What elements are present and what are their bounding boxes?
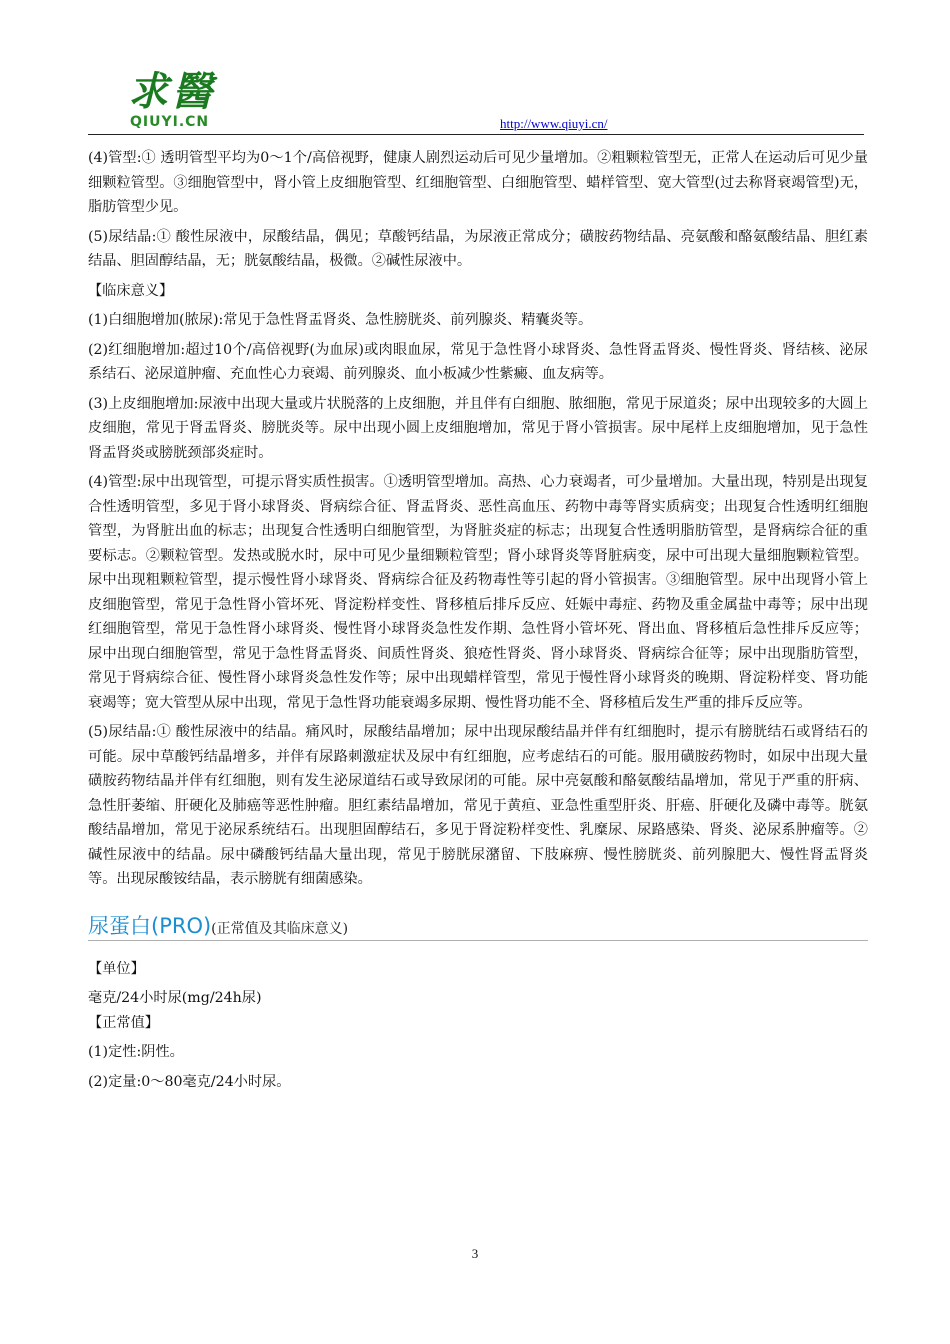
- page-header: [88, 58, 864, 135]
- section-title-main: 尿蛋白(PRO): [88, 913, 212, 938]
- page-number: 3: [471, 1246, 479, 1261]
- clinical-heading: 【临床意义】: [88, 282, 174, 299]
- clinical-paragraph: (2)红细胞增加:超过10个/高倍视野(为血尿)或肉眼血尿，常见于急性肾小球肾炎、急性肾盂肾炎、慢性肾炎、肾结核、泌尿系结石、泌尿道肿瘤、充血性心力衰竭、前列腺炎、血小板减少性紫癜、血友病等。: [88, 341, 868, 382]
- clinical-paragraph: (3)上皮细胞增加:尿液中出现大量或片状脱落的上皮细胞，并且伴有白细胞、脓细胞，常见于尿道炎；尿中出现较多的大圆上皮细胞，常见于肾盂肾炎、膀胱炎等。尿中出现小圆上皮细胞增加，常见于肾小管损害。尿中尾样上皮细胞增加，见于急性肾盂肾炎或膀胱颈部炎症时。: [88, 395, 868, 461]
- logo-english-text: QIUYI.CN: [130, 114, 210, 130]
- normal-heading: 【正常值】: [88, 1014, 159, 1031]
- section-title: [88, 910, 868, 941]
- normal-item: (2)定量:0～80毫克/24小时尿。: [88, 1073, 291, 1090]
- normal-item: (1)定性:阴性。: [88, 1044, 184, 1060]
- section-title-sub: (正常值及其临床意义): [211, 920, 349, 937]
- header-url-link[interactable]: http://www.qiuyi.cn/: [500, 116, 608, 131]
- page-content: [88, 146, 868, 1099]
- paragraph-casts-normal: (4)管型:① 透明管型平均为0～1个/高倍视野，健康人剧烈运动后可见少量增加。②粗颗粒管型无，正常人在运动后可见少量细颗粒管型。③细胞管型中，肾小管上皮细胞管型、红细胞管型、白细胞管型、蜡样管型、宽大管型(过去称肾衰竭管型)无，脂肪管型少见。: [88, 150, 868, 215]
- qiuyi-logo: [128, 70, 238, 130]
- clinical-paragraph: (5)尿结晶:① 酸性尿液中的结晶。痛风时，尿酸结晶增加；尿中出现尿酸结晶并伴有红细胞时，提示有膀胱结石或肾结石的可能。尿中草酸钙结晶增多，并伴有尿路刺激症状及尿中有红细胞，应考虑结石的可能。服用磺胺药物时，如尿中出现大量磺胺药物结晶并伴有红细胞，则有发生泌尿道结石或导致尿闭的可能。尿中亮氨酸和酪氨酸结晶增加，常见于严重的肝病、急性肝萎缩、肝硬化及肺癌等恶性肿瘤。胆红素结晶增加，常见于黄疸、亚急性重型肝炎、肝癌、肝硬化及磷中毒等。胱氨酸结晶增加，常见于泌尿系统结石。出现胆固醇结石，多见于肾淀粉样变性、乳糜尿、尿路感染、肾炎、泌尿系肿瘤等。②碱性尿液中的结晶。尿中磷酸钙结晶大量出现，常见于膀胱尿潴留、下肢麻痹、慢性膀胱炎、前列腺肥大、慢性肾盂肾炎等。出现尿酸铵结晶，表示膀胱有细菌感染。: [88, 724, 868, 887]
- clinical-paragraph: (1)白细胞增加(脓尿):常见于急性肾盂肾炎、急性膀胱炎、前列腺炎、精囊炎等。: [88, 312, 593, 328]
- unit-heading: 【单位】: [88, 960, 145, 977]
- clinical-paragraph: (4)管型:尿中出现管型，可提示肾实质性损害。①透明管型增加。高热、心力衰竭者，可少量增加。大量出现，特别是出现复合性透明管型，多见于肾小球肾炎、肾病综合征、肾盂肾炎、恶性高血压、药物中毒等肾实质病变；出现复合性透明红细胞管型，为肾脏出血的标志；出现复合性透明白细胞管型，为肾脏炎症的标志；出现复合性透明脂肪管型，是肾病综合征的重要标志。②颗粒管型。发热或脱水时，尿中可见少量细颗粒管型；肾小球肾炎等肾脏病变，尿中可出现大量细胞颗粒管型。尿中出现粗颗粒管型，提示慢性肾小球肾炎、肾病综合征及药物毒性等引起的肾小管损害。③细胞管型。尿中出现肾小管上皮细胞管型，常见于急性肾小管坏死、肾淀粉样变性、肾移植后排斥反应、妊娠中毒症、药物及重金属盐中毒等；尿中出现红细胞管型，常见于急性肾小球肾炎、慢性肾小球肾炎急性发作期、急性肾小管坏死、肾出血、肾移植后急性排斥反应等；尿中出现白细胞管型，常见于急性肾盂肾炎、间质性肾炎、狼疮性肾炎、肾小球肾炎、肾病综合征等；尿中出现脂肪管型，常见于肾病综合征、慢性肾小球肾炎急性发作等；尿中出现蜡样管型，常见于慢性肾小球肾炎的晚期、肾淀粉样变、肾功能衰竭等；宽大管型从尿中出现，常见于急性肾功能衰竭多尿期、慢性肾功能不全、肾移植后发生严重的排斥反应等。: [88, 474, 868, 711]
- paragraph-crystals-normal: (5)尿结晶:① 酸性尿液中，尿酸结晶，偶见；草酸钙结晶，为尿液正常成分；磺胺药物结晶、亮氨酸和酪氨酸结晶、胆红素结晶、胆固醇结晶，无；胱氨酸结晶，极微。②碱性尿液中。: [88, 228, 868, 269]
- logo-chinese-text: 求醫: [128, 68, 216, 115]
- unit-value: 毫克/24小时尿(mg/24h尿): [88, 990, 262, 1006]
